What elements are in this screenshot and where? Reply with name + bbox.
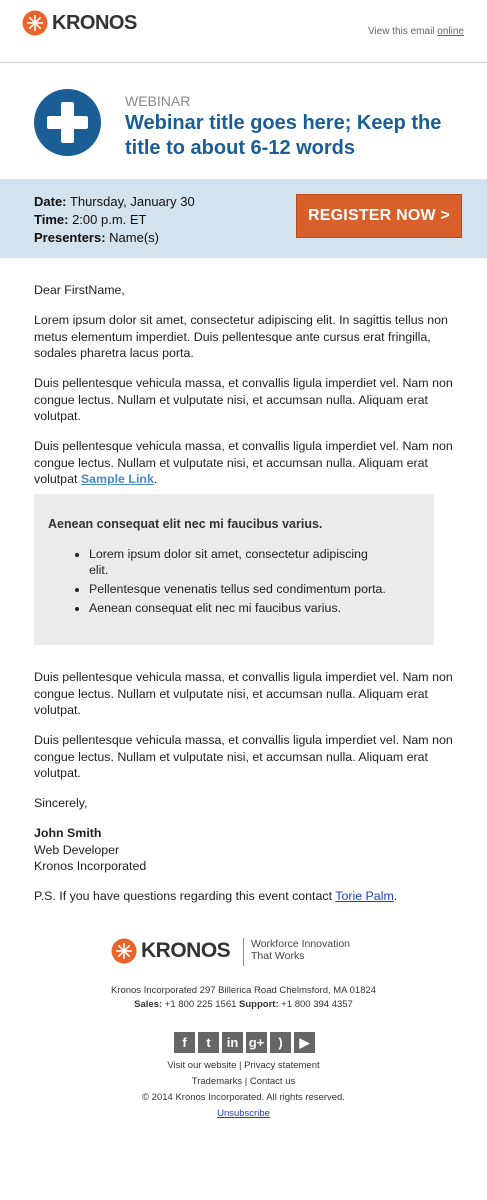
googleplus-icon[interactable]: g+ bbox=[246, 1032, 267, 1053]
email-body bbox=[34, 282, 454, 501]
paragraph-2: Duis pellentesque vehicula massa, et convallis ligula imperdiet vel. Nam non congue lectus. Nullam et vulputate nisi, et accumsan nulla. Aliquam erat volutpat. bbox=[34, 376, 453, 423]
signature-company: Kronos Incorporated bbox=[34, 859, 147, 873]
kronos-logo-icon bbox=[111, 938, 137, 964]
unsubscribe-link[interactable]: Unsubscribe bbox=[217, 1108, 270, 1119]
callout-box bbox=[34, 494, 434, 645]
youtube-icon[interactable]: ▶ bbox=[294, 1032, 315, 1053]
register-now-button[interactable]: REGISTER NOW > bbox=[296, 194, 462, 238]
footer-links: Visit our website | Privacy statement Trademarks | Contact us © 2014 Kronos Incorporated. All rights reserved. Unsubscribe bbox=[0, 1058, 487, 1122]
paragraph-4: Duis pellentesque vehicula massa, et convallis ligula imperdiet vel. Nam non congue lectus. Nullam et vulputate nisi, et accumsan nulla. Aliquam erat volutpat. bbox=[34, 670, 453, 717]
paragraph-3: Duis pellentesque vehicula massa, et convallis ligula imperdiet vel. Nam non congue lectus. Nullam et vulputate nisi, et accumsan nulla. Aliquam erat volutpat Sample Link. bbox=[34, 439, 453, 486]
footer-brand-name: KRONOS bbox=[141, 939, 231, 962]
greeting: Dear FirstName, bbox=[34, 283, 125, 297]
signature-name: John Smith bbox=[34, 826, 102, 840]
paragraph-1: Lorem ipsum dolor sit amet, consectetur adipiscing elit. In sagittis tellus non metus elementum imperdiet. Duis pellentesque ante cursus erat fringilla, sodales pharetra lacus porta. bbox=[34, 313, 448, 360]
signature-title: Web Developer bbox=[34, 842, 120, 857]
postscript: P.S. If you have questions regarding this event contact Torie Palm. bbox=[34, 889, 398, 903]
copyright: © 2014 Kronos Incorporated. All rights reserved. bbox=[142, 1092, 345, 1103]
list-item: • Lorem ipsum dolor sit amet, consectetur adipiscing elit. bbox=[89, 546, 389, 578]
email-body-continued bbox=[34, 669, 454, 918]
kronos-logo[interactable] bbox=[22, 10, 137, 36]
event-presenters: Presenters: Name(s) bbox=[34, 230, 160, 245]
trademarks-link[interactable]: Trademarks bbox=[191, 1076, 243, 1087]
footer-address bbox=[0, 984, 487, 1012]
view-online-text bbox=[368, 26, 464, 37]
callout-title: Aenean consequat elit nec mi faucibus varius. bbox=[48, 517, 323, 531]
event-details-bar bbox=[0, 179, 487, 258]
linkedin-icon[interactable]: in bbox=[222, 1032, 243, 1053]
privacy-link[interactable]: Privacy statement bbox=[244, 1060, 320, 1071]
footer-tagline: Workforce Innovation That Works bbox=[243, 938, 350, 966]
contact-us-link[interactable]: Contact us bbox=[249, 1076, 296, 1087]
company-address: Kronos Incorporated 297 Billerica Road Chelmsford, MA 01824 bbox=[110, 985, 377, 996]
event-details bbox=[34, 193, 195, 247]
visit-website-link[interactable]: Visit our website bbox=[167, 1060, 237, 1071]
brand-name: KRONOS bbox=[52, 11, 137, 34]
hero bbox=[0, 63, 487, 179]
plus-circle-icon bbox=[34, 89, 101, 156]
kronos-logo-icon bbox=[22, 10, 48, 36]
signature bbox=[34, 825, 454, 875]
phone-numbers: Sales: +1 800 225 1561 Support: +1 800 394 4357 bbox=[134, 999, 353, 1010]
sample-link[interactable]: Sample Link bbox=[80, 472, 154, 486]
footer-logo[interactable] bbox=[111, 938, 230, 964]
contact-link[interactable]: Torie Palm bbox=[335, 889, 394, 903]
list-item: • Pellentesque venenatis tellus sed condimentum porta. bbox=[89, 581, 389, 597]
rss-icon[interactable]: ) bbox=[270, 1032, 291, 1053]
email-header bbox=[0, 0, 487, 63]
webinar-title: Webinar title goes here; Keep the title to about 6-12 words bbox=[125, 112, 442, 159]
event-date: Date: Thursday, January 30 bbox=[34, 194, 195, 209]
social-icons bbox=[174, 1032, 315, 1053]
webinar-label: WEBINAR bbox=[125, 93, 191, 109]
callout-list bbox=[48, 546, 389, 619]
list-item: • Aenean consequat elit nec mi faucibus varius. bbox=[89, 600, 389, 616]
facebook-icon[interactable]: f bbox=[174, 1032, 195, 1053]
event-time: Time: 2:00 p.m. ET bbox=[34, 212, 147, 227]
view-online-link[interactable]: online bbox=[437, 26, 464, 37]
closing: Sincerely, bbox=[34, 796, 88, 810]
twitter-icon[interactable]: t bbox=[198, 1032, 219, 1053]
paragraph-5: Duis pellentesque vehicula massa, et convallis ligula imperdiet vel. Nam non congue lectus. Nullam et vulputate nisi, et accumsan nulla. Aliquam erat volutpat. bbox=[34, 733, 453, 780]
view-prefix: View this email bbox=[368, 26, 435, 37]
